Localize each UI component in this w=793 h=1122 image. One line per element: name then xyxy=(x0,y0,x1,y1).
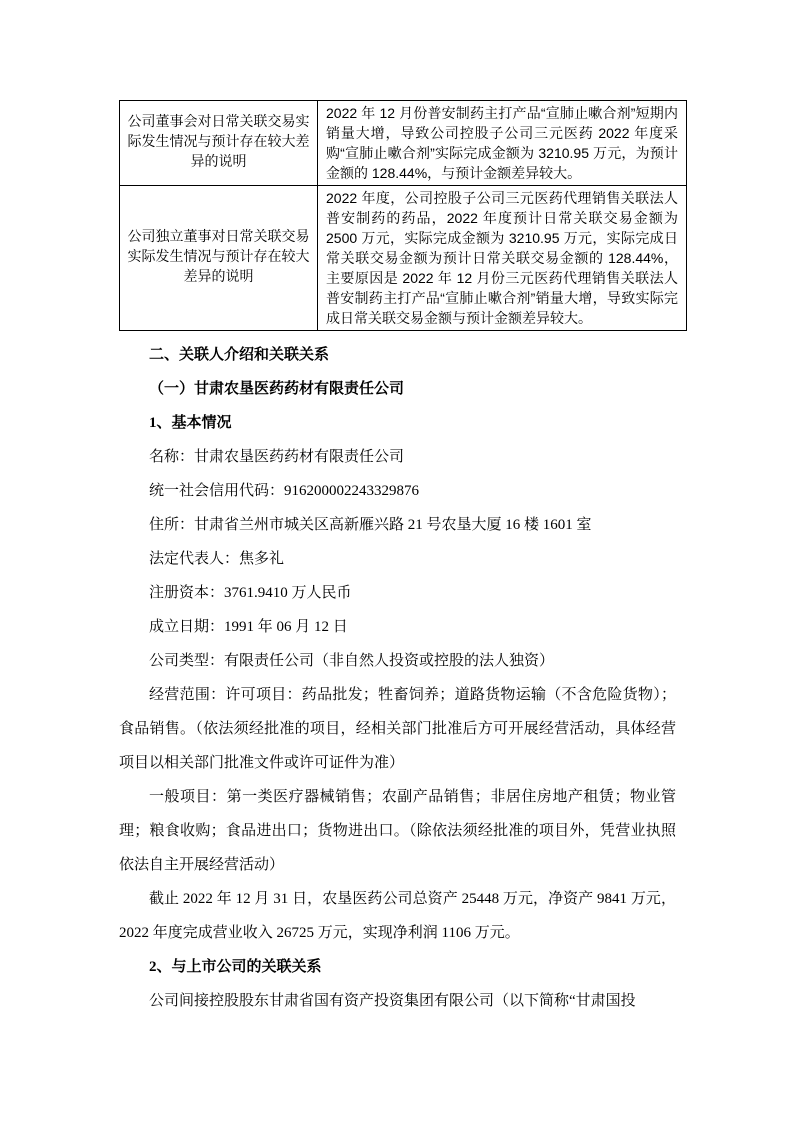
section-heading-related-parties: 二、关联人介绍和关联关系 xyxy=(149,347,330,363)
para-relationship-intro: 公司间接控股股东甘肃省国有资产投资集团有限公司（以下简称“甘肃国投 xyxy=(149,993,636,1009)
table-row xyxy=(120,186,687,331)
independent-directors-statement-text: 2022 年度，公司控股子公司三元医药代理销售关联法人普安制药的药品，2022 年度预计日常关联交易金额为 2500 万元，实际完成金额为 3210.95 万元，实际完成日常关联交易金额为预计日常关联交易金额的 128.44%，主要原因是 2022 年 12 月份三元医药代理销售关联法人普安制药主打产品“宣肺止嗽合剂”销量大增，导致实际完成日常关联交易金额与预计金额差异较大。 xyxy=(318,186,687,331)
table-row xyxy=(120,101,687,186)
field-credit-code: 统一社会信用代码：916200002243329876 xyxy=(149,483,420,499)
para-financial-summary: 截止 2022 年 12 月 31 日，农垦医药公司总资产 25448 万元，净资产 9841 万元，2022 年度完成营业收入 26725 万元，实现净利润 1106 万元。 xyxy=(119,891,676,941)
field-address: 住所：甘肃省兰州市城关区高新雁兴路 21 号农垦大厦 16 楼 1601 室 xyxy=(149,517,592,533)
subsection-heading-company: （一）甘肃农垦医药药材有限责任公司 xyxy=(149,381,405,397)
para-business-scope-general: 一般项目：第一类医疗器械销售；农副产品销售；非居住房地产租赁；物业管理；粮食收购；食品进出口；货物进出口。（除依法须经批准的项目外，凭营业执照依法自主开展经营活动） xyxy=(119,789,676,873)
daily-related-transaction-table xyxy=(119,100,687,331)
heading-relationship: 2、与上市公司的关联关系 xyxy=(149,959,322,975)
field-registered-capital: 注册资本：3761.9410 万人民币 xyxy=(149,585,352,601)
independent-directors-statement-label: 公司独立董事对日常关联交易实际发生情况与预计存在较大差异的说明 xyxy=(120,186,318,331)
heading-basic-info: 1、基本情况 xyxy=(149,415,232,431)
field-establish-date: 成立日期：1991 年 06 月 12 日 xyxy=(149,619,348,635)
board-statement-text: 2022 年 12 月份普安制药主打产品“宣肺止嗽合剂”短期内销量大增，导致公司控股子公司三元医药 2022 年度采购“宣肺止嗽合剂”实际完成金额为 3210.95 万元，为预计金额的 128.44%，与预计金额差异较大。 xyxy=(318,101,687,186)
board-statement-label: 公司董事会对日常关联交易实际发生情况与预计存在较大差异的说明 xyxy=(120,101,318,186)
field-company-name: 名称：甘肃农垦医药药材有限责任公司 xyxy=(149,449,405,465)
para-business-scope-licensed: 经营范围：许可项目：药品批发；牲畜饲养；道路货物运输（不含危险货物）；食品销售。（依法须经批准的项目，经相关部门批准后方可开展经营活动，具体经营项目以相关部门批准文件或许可证件为准） xyxy=(119,687,676,771)
field-legal-representative: 法定代表人：焦多礼 xyxy=(149,551,285,567)
field-company-type: 公司类型：有限责任公司（非自然人投资或控股的法人独资） xyxy=(149,653,555,669)
document-body xyxy=(119,338,676,1018)
